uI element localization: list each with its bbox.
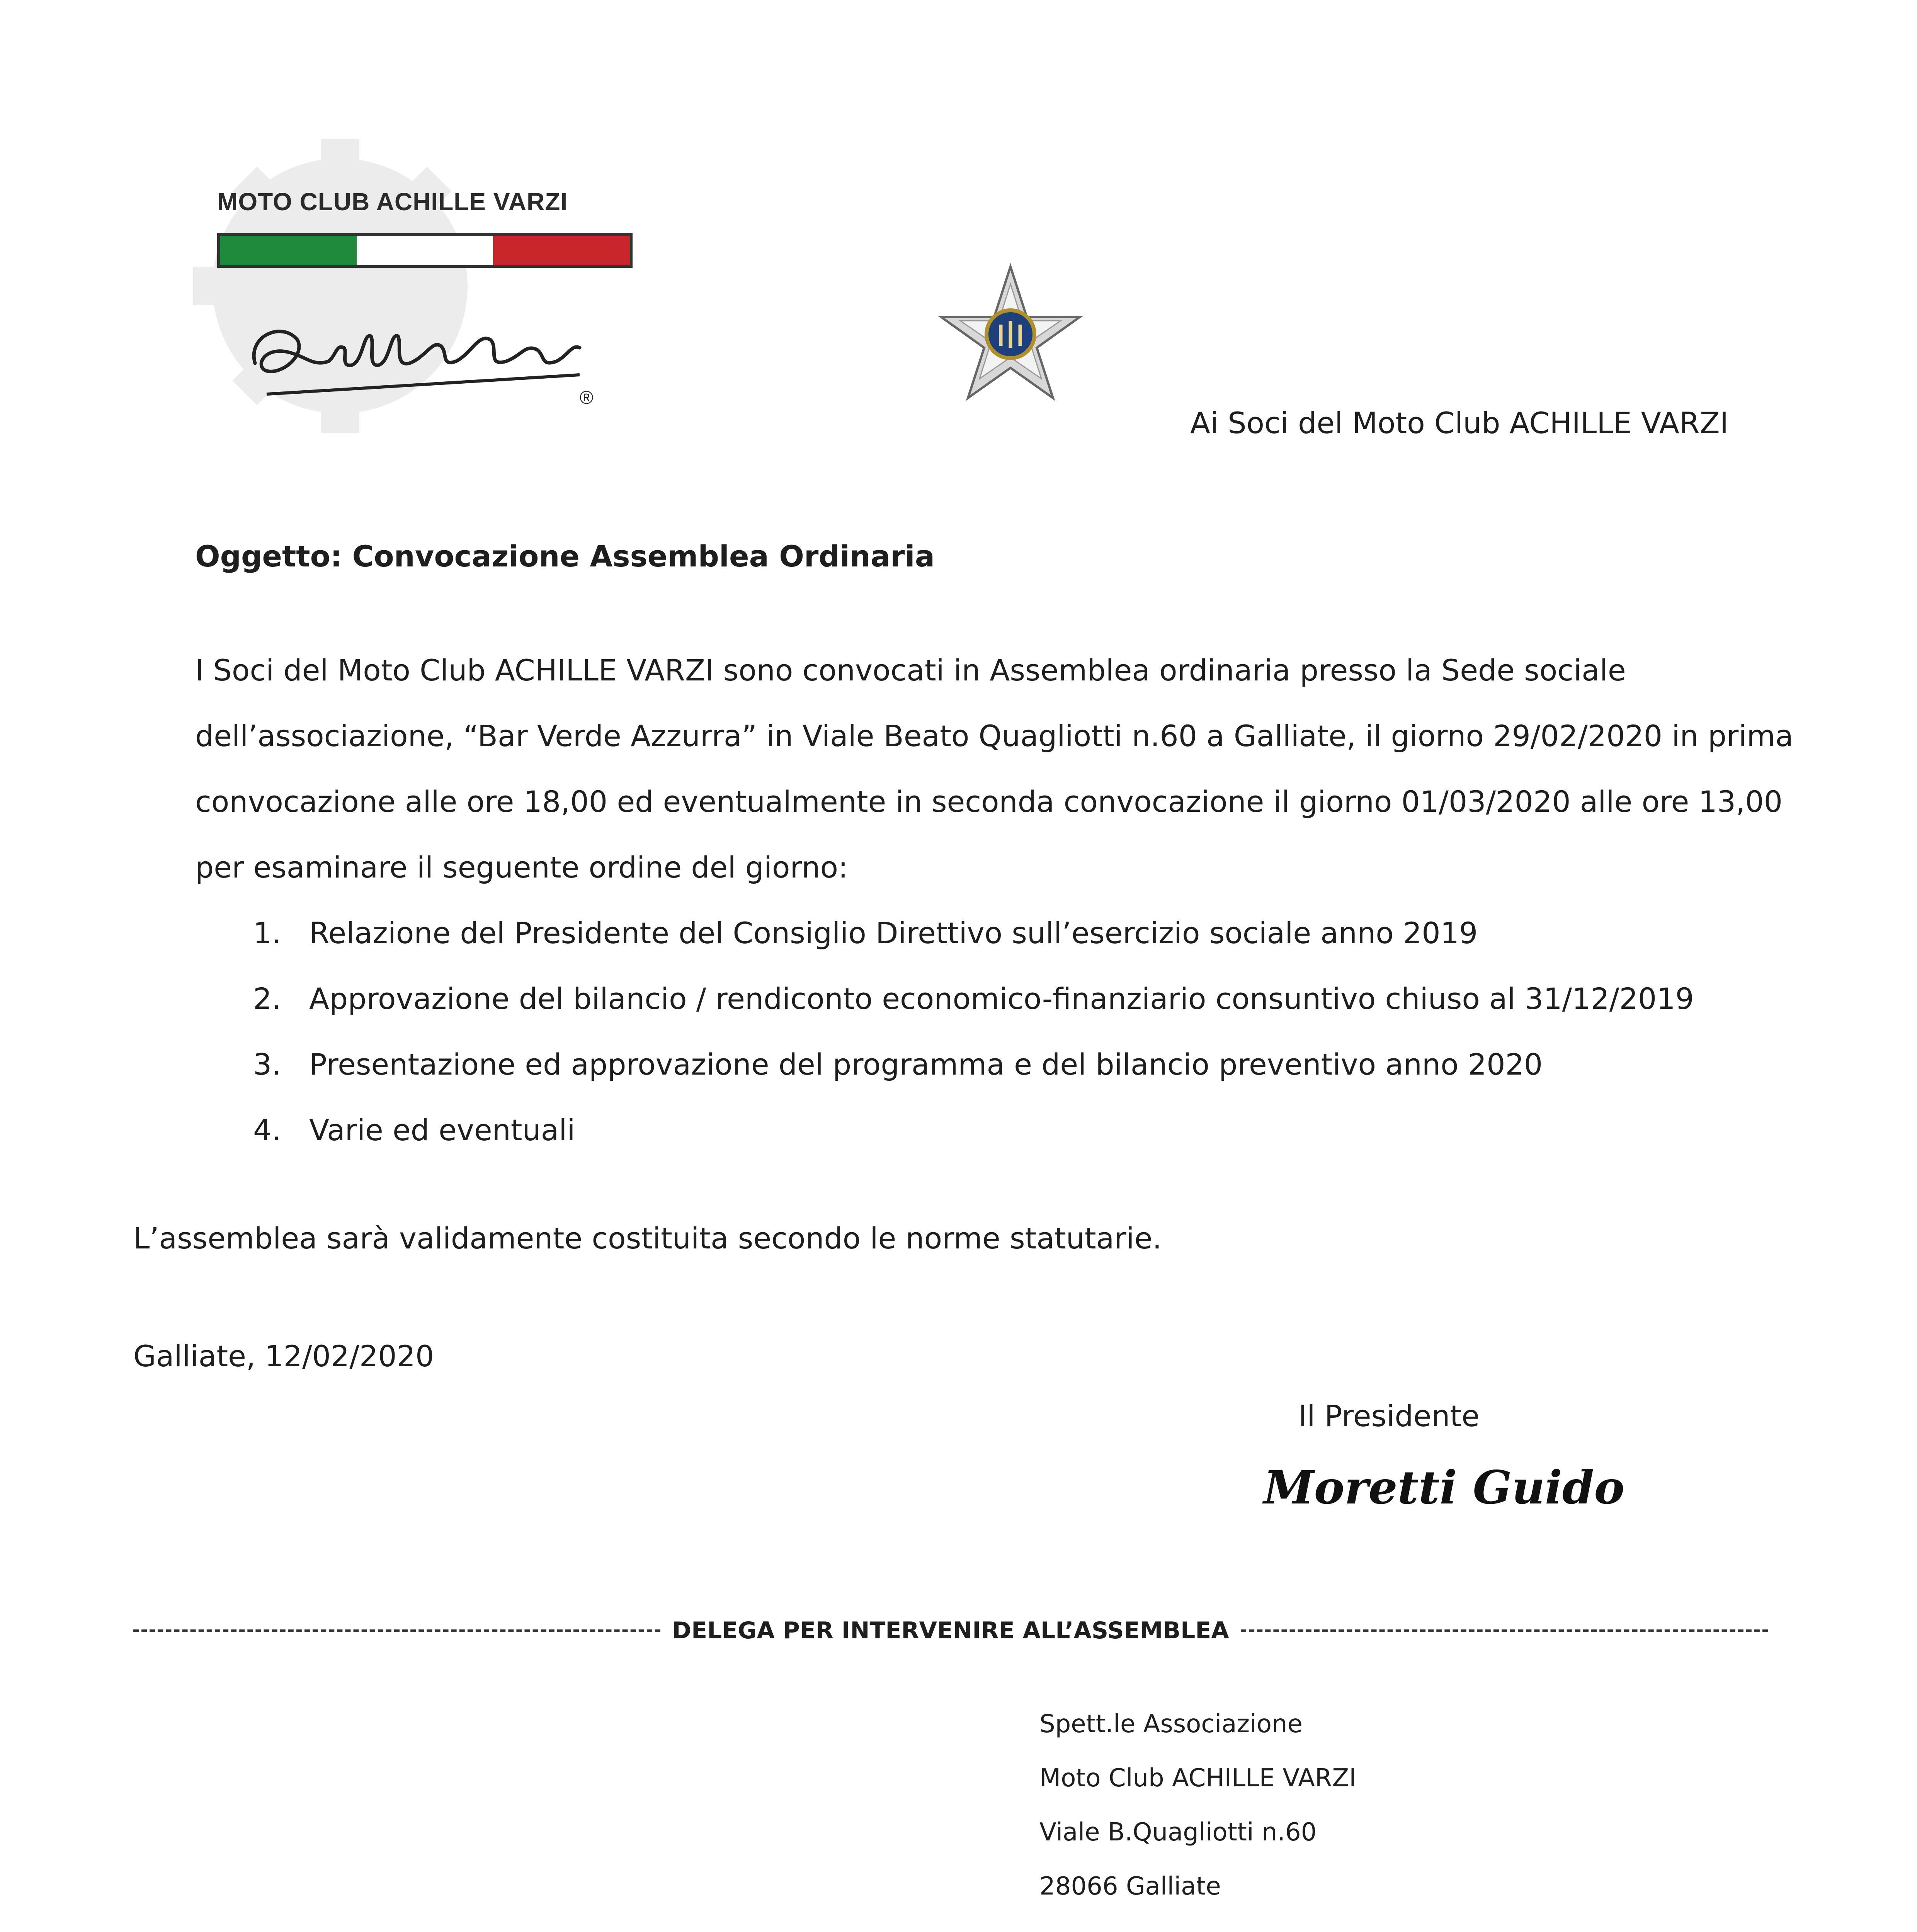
body-line-4: per esaminare il seguente ordine del giorno: [195, 850, 848, 884]
star-emblem-icon [937, 263, 1084, 410]
address-line: Viale B.Quagliotti n.60 [1039, 1818, 1317, 1847]
agenda-item: Presentazione ed approvazione del programma e del bilancio preventivo anno 2020 [309, 1047, 1543, 1082]
address-line: Moto Club ACHILLE VARZI [1039, 1764, 1357, 1793]
achille-varzi-signature [240, 278, 626, 417]
body-line-2: dell’associazione, “Bar Verde Azzurra” in Viale Beato Quagliotti n.60 a Galliate, il giorno 29/02/2020 in prima [195, 719, 1793, 753]
body-line-3: convocazione alle ore 18,00 ed eventualmente in seconda convocazione il giorno 01/03/2020 alle ore 13,00 [195, 784, 1783, 819]
agenda-item: Varie ed eventuali [309, 1113, 575, 1147]
place-date: Galliate, 12/02/2020 [133, 1339, 434, 1373]
flag-green [220, 236, 357, 265]
delega-title: DELEGA PER INTERVENIRE ALL’ASSEMBLEA [672, 1617, 1229, 1644]
registered-mark: ® [580, 388, 594, 408]
agenda-number: 1. [253, 916, 281, 950]
recipient-line: Ai Soci del Moto Club ACHILLE VARZI [1190, 406, 1729, 440]
flag-red [493, 236, 630, 265]
agenda-number: 3. [253, 1047, 281, 1082]
flag-white [357, 236, 493, 265]
club-logo-title: MOTO CLUB ACHILLE VARZI [217, 188, 568, 216]
dashed-rule [1241, 1629, 1768, 1632]
body-line-1: I Soci del Moto Club ACHILLE VARZI sono convocati in Assemblea ordinaria presso la Sede sociale [195, 653, 1626, 687]
agenda-number: 2. [253, 981, 281, 1016]
president-signature: Moretti Guido [1264, 1461, 1625, 1514]
agenda-item: Relazione del Presidente del Consiglio Direttivo sull’esercizio sociale anno 2019 [309, 916, 1478, 950]
club-logo [193, 139, 638, 433]
delega-divider [133, 1617, 1768, 1644]
president-label: Il Presidente [1298, 1399, 1480, 1433]
subject-line: Oggetto: Convocazione Assemblea Ordinaria [195, 539, 935, 573]
italian-flag [217, 233, 633, 268]
address-line: Spett.le Associazione [1039, 1710, 1303, 1738]
address-line: 28066 Galliate [1039, 1872, 1221, 1901]
agenda-number: 4. [253, 1113, 281, 1147]
agenda-item: Approvazione del bilancio / rendiconto economico-finanziario consuntivo chiuso al 31/12/2019 [309, 981, 1694, 1016]
dashed-rule [133, 1629, 660, 1632]
validity-statement: L’assemblea sarà validamente costituita secondo le norme statutarie. [133, 1221, 1162, 1255]
